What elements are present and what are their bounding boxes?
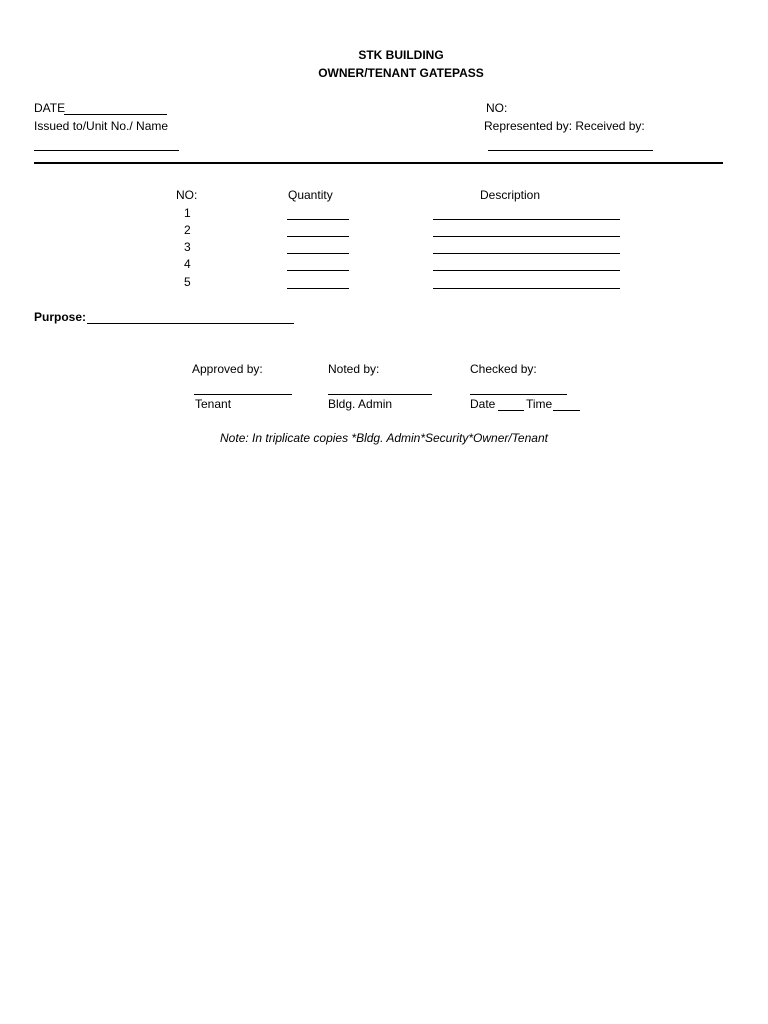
checked-date-label: Date: [470, 397, 496, 411]
items-description-header: Description: [480, 188, 541, 202]
description-field[interactable]: [433, 219, 620, 220]
checked-by-label: Checked by:: [470, 362, 537, 376]
checked-signature-field[interactable]: [470, 394, 567, 395]
row-number: 3: [184, 240, 191, 254]
checked-time-field[interactable]: [553, 410, 580, 411]
document-title: STK BUILDING: [358, 48, 444, 62]
purpose-field[interactable]: [87, 323, 294, 324]
description-field[interactable]: [433, 236, 620, 237]
noted-signature-field[interactable]: [328, 394, 432, 395]
triplicate-note: Note: In triplicate copies *Bldg. Admin*Security*Owner/Tenant: [220, 431, 548, 445]
no-label: NO:: [486, 101, 508, 115]
items-no-header: NO:: [176, 188, 198, 202]
represented-received-label: Represented by: Received by:: [484, 119, 645, 133]
quantity-field[interactable]: [287, 236, 349, 237]
approved-by-label: Approved by:: [192, 362, 263, 376]
noted-role: Bldg. Admin: [328, 397, 393, 411]
quantity-field[interactable]: [287, 288, 349, 289]
row-number: 5: [184, 275, 191, 289]
approved-signature-field[interactable]: [194, 394, 292, 395]
row-number: 2: [184, 223, 191, 237]
checked-time-label: Time: [526, 397, 553, 411]
quantity-field[interactable]: [287, 219, 349, 220]
represented-received-field[interactable]: [488, 150, 653, 151]
row-number: 4: [184, 257, 191, 271]
quantity-field[interactable]: [287, 253, 349, 254]
purpose-label: Purpose:: [34, 310, 87, 324]
row-number: 1: [184, 206, 191, 220]
description-field[interactable]: [433, 288, 620, 289]
issued-to-label: Issued to/Unit No./ Name: [34, 119, 169, 133]
header-divider: [34, 162, 723, 164]
checked-date-field[interactable]: [498, 410, 524, 411]
items-quantity-header: Quantity: [288, 188, 333, 202]
description-field[interactable]: [433, 270, 620, 271]
approved-role: Tenant: [195, 397, 232, 411]
date-field[interactable]: [64, 114, 167, 115]
issued-to-field[interactable]: [34, 150, 179, 151]
description-field[interactable]: [433, 253, 620, 254]
document-subtitle: OWNER/TENANT GATEPASS: [318, 66, 484, 80]
date-label: DATE: [34, 101, 66, 115]
noted-by-label: Noted by:: [328, 362, 380, 376]
quantity-field[interactable]: [287, 270, 349, 271]
